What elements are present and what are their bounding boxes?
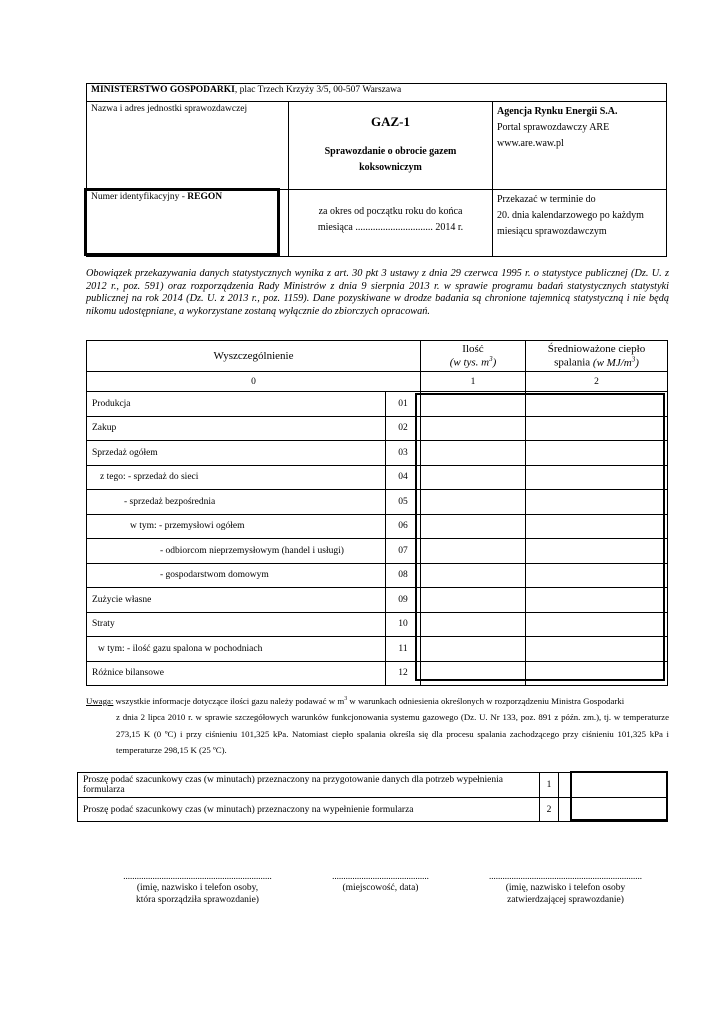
units-note [86,691,669,759]
ministry-address: , plac Trzech Krzyży 3/5, 00-507 Warszawa [234,85,402,95]
deadline-line1: Przekazać w terminie do [497,194,596,205]
agency-name: Agencja Rynku Energii S.A. [497,106,618,117]
row-label: Zakup [87,416,386,441]
time-question-2: Proszę podać szacunkowy czas (w minutach) przeznaczony na wypełnienie formularza [78,798,540,822]
time-number-1: 1 [540,773,559,798]
agency-url: www.are.waw.pl [497,138,564,149]
signature-place-date[interactable] [318,870,443,894]
signature-approver-dots: .................................................................... [489,871,642,881]
col-qty-line1: Ilość [462,343,484,356]
signature-preparer[interactable] [110,870,285,906]
col-heat-sup: 3 [631,355,636,364]
col-index-0: 0 [87,372,421,392]
deadline-cell [493,190,667,257]
row-number: 12 [386,661,421,686]
row-number: 08 [386,563,421,588]
col-heat-line1: Średnioważone ciepło [547,343,646,356]
form-title-line1: Sprawozdanie o obrocie gazem [324,146,457,157]
period-line2[interactable]: miesiąca ............................... 2014 r. [317,222,464,233]
regon-bold: REGON [187,192,223,202]
signature-preparer-line1: (imię, nazwisko i telefon osoby, [136,883,259,893]
data-entry-frame [415,393,665,681]
col-qty-line2: (w tys. m [449,356,490,369]
row-number: 11 [386,637,421,662]
row-label: Sprzedaż ogółem [87,441,386,466]
col-index-1: 1 [421,372,526,392]
signature-approver-line2: zatwierdzającej sprawozdanie) [507,895,624,905]
deadline-line2: 20. dnia kalendarzowego po każdym [497,210,644,221]
note-line1b: w warunkach odniesienia określonych w rozporządzeniu Ministra Gospodarki [347,695,625,706]
col-index-2: 2 [526,372,668,392]
period-cell [289,190,493,257]
time-entry-frame [570,771,668,821]
row-label: z tego: - sprzedaż do sieci [87,465,386,490]
form-title-cell [289,102,493,190]
agency-portal: Portal sprawozdawczy ARE [497,122,610,133]
row-label: Różnice bilansowe [87,661,386,686]
row-label: Straty [87,612,386,637]
row-label: - gospodarstwom domowym [87,563,386,588]
row-number: 02 [386,416,421,441]
row-number: 01 [386,392,421,417]
row-number: 07 [386,539,421,564]
signature-approver[interactable] [478,870,653,906]
form-code: GAZ-1 [371,114,410,129]
unit-label: Nazwa i adres jednostki sprawozdawczej [91,104,248,114]
note-rest: z dnia 2 lipca 2010 r. w sprawie szczegółowych warunków funkcjonowania systemu gazowego (Dz. U. Nr 133, poz. 891 z późn. zm.), tj. w temperaturze 273,15 K (0 ºC) i przy ciśnieniu 101,325 kPa. Natomiast ciepło spalania określa się dla procesu spalania zachodzącego przy ciśnieniu 101,325 kPa i temperaturze 298,15 K (25 ºC). [116,712,669,756]
deadline-line3: miesiącu sprawozdawczym [497,226,607,237]
row-number: 09 [386,588,421,613]
row-number: 05 [386,490,421,515]
col-spec-header [87,341,421,372]
row-number: 04 [386,465,421,490]
row-label: - sprzedaż bezpośrednia [87,490,386,515]
signature-place-dots: ........................................... [332,871,429,881]
row-label: w tym: - przemysłowi ogółem [87,514,386,539]
regon-label: Numer identyfikacyjny - [91,192,188,202]
signature-preparer-line2: która sporządziła sprawozdanie) [136,895,259,905]
row-label: Zużycie własne [87,588,386,613]
note-label: Uwaga: [86,695,114,706]
note-line1-sup: 3 [344,696,348,702]
col-heat-unit: (w MJ/m [592,356,632,369]
form-title-line2: koksowniczym [359,162,422,173]
col-heat-header [526,341,668,372]
row-label: w tym: - ilość gazu spalona w pochodniach [87,637,386,662]
period-line1: za okres od początku roku do końca [318,206,463,217]
unit-cell[interactable] [87,102,289,190]
ministry-name: MINISTERSTWO GOSPODARKI [91,85,235,95]
signature-approver-line1: (imię, nazwisko i telefon osoby [505,883,626,893]
agency-cell [493,102,667,190]
row-number: 06 [386,514,421,539]
col-spec-label: Wyszczególnienie [213,350,294,362]
col-qty-sup: 3 [489,355,493,364]
row-label: Produkcja [87,392,386,417]
col-heat-line2: spalania [554,356,593,369]
row-number: 03 [386,441,421,466]
col-qty-close: ) [492,356,497,369]
signature-place-line1: (miejscowość, data) [342,883,419,893]
row-label: - odbiorcom nieprzemysłowym (handel i usługi) [87,539,386,564]
regon-input-frame[interactable] [84,188,280,256]
time-question-1: Proszę podać szacunkowy czas (w minutach) przeznaczony na przygotowanie danych dla potrzeb wypełnienia formularza [78,773,540,798]
note-line1a: wszystkie informacje dotyczące ilości gazu należy podawać w m [113,695,345,706]
col-heat-close: ) [635,356,639,369]
legal-note: Obowiązek przekazywania danych statystycznych wynika z art. 30 pkt 3 ustawy z dnia 29 czerwca 1995 r. o statystyce publicznej (Dz. U. z 2012 r., poz. 591) oraz rozporządzenia Rady Ministrów z dnia 9 sierpnia 2013 r. w sprawie programu badań statystycznych statystyki publicznej na rok 2014 (Dz. U. z 2013 r., poz. 1159). Dane pozyskiwane w drodze badania są chronione tajemnicą statystyczną i nie będą nikomu udostępniane, a wykorzystane zostaną wyłącznie do zbiorczych opracowań. [86,268,669,317]
ministry-row [87,84,667,102]
row-number: 10 [386,612,421,637]
signature-preparer-dots: .................................................................. [123,871,272,881]
time-number-2: 2 [540,798,559,822]
col-qty-header [421,341,526,372]
